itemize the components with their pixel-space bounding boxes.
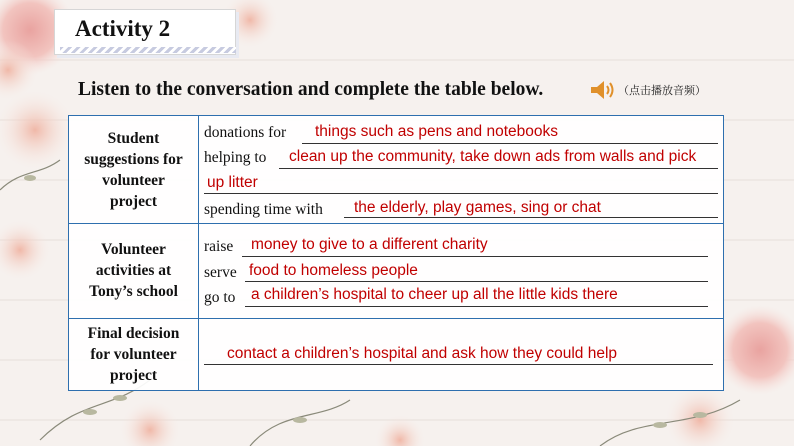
answer-line[interactable] — [302, 143, 718, 144]
answer-line[interactable] — [344, 217, 718, 218]
answer-line[interactable] — [204, 364, 713, 365]
answer-raise: money to give to a different charity — [251, 236, 488, 253]
answer-serve: food to homeless people — [249, 262, 418, 279]
answer-line[interactable] — [279, 168, 718, 169]
answer-helping: clean up the community, take down ads from walls and pick — [289, 148, 697, 165]
row-header-volunteer-activities: Volunteer activities at Tony’s school — [89, 241, 178, 300]
answer-go-to: a children’s hospital to cheer up all the little kids there — [251, 286, 618, 303]
prompt-helping: helping to — [204, 149, 267, 166]
answer-donations: things such as pens and notebooks — [315, 123, 559, 140]
title-stripe — [60, 47, 236, 53]
page-title: Activity 2 — [75, 16, 171, 41]
row-header-student-suggestions: Student suggestions for volunteer project — [84, 129, 183, 210]
answer-table — [68, 115, 724, 391]
column-divider — [198, 116, 199, 390]
answer-line[interactable] — [245, 306, 708, 307]
answer-spending-time: the elderly, play games, sing or chat — [354, 199, 601, 216]
instruction-text: Listen to the conversation and complete the table below. — [78, 79, 544, 100]
speaker-icon[interactable] — [588, 78, 616, 102]
answer-final-decision: contact a children’s hospital and ask how they could help — [227, 345, 618, 362]
play-audio-hint[interactable]: （点击播放音频） — [618, 84, 706, 97]
answer-line[interactable] — [204, 193, 718, 194]
answer-line[interactable] — [242, 256, 708, 257]
prompt-spending-time: spending time with — [204, 201, 323, 218]
answer-line[interactable] — [245, 281, 708, 282]
answer-helping-cont: up litter — [207, 174, 258, 191]
prompt-donations: donations for — [204, 124, 287, 141]
row-header-final-decision: Final decision for volunteer project — [87, 324, 180, 384]
prompt-serve: serve — [204, 264, 237, 281]
prompt-go-to: go to — [204, 289, 236, 306]
prompt-raise: raise — [204, 238, 234, 255]
